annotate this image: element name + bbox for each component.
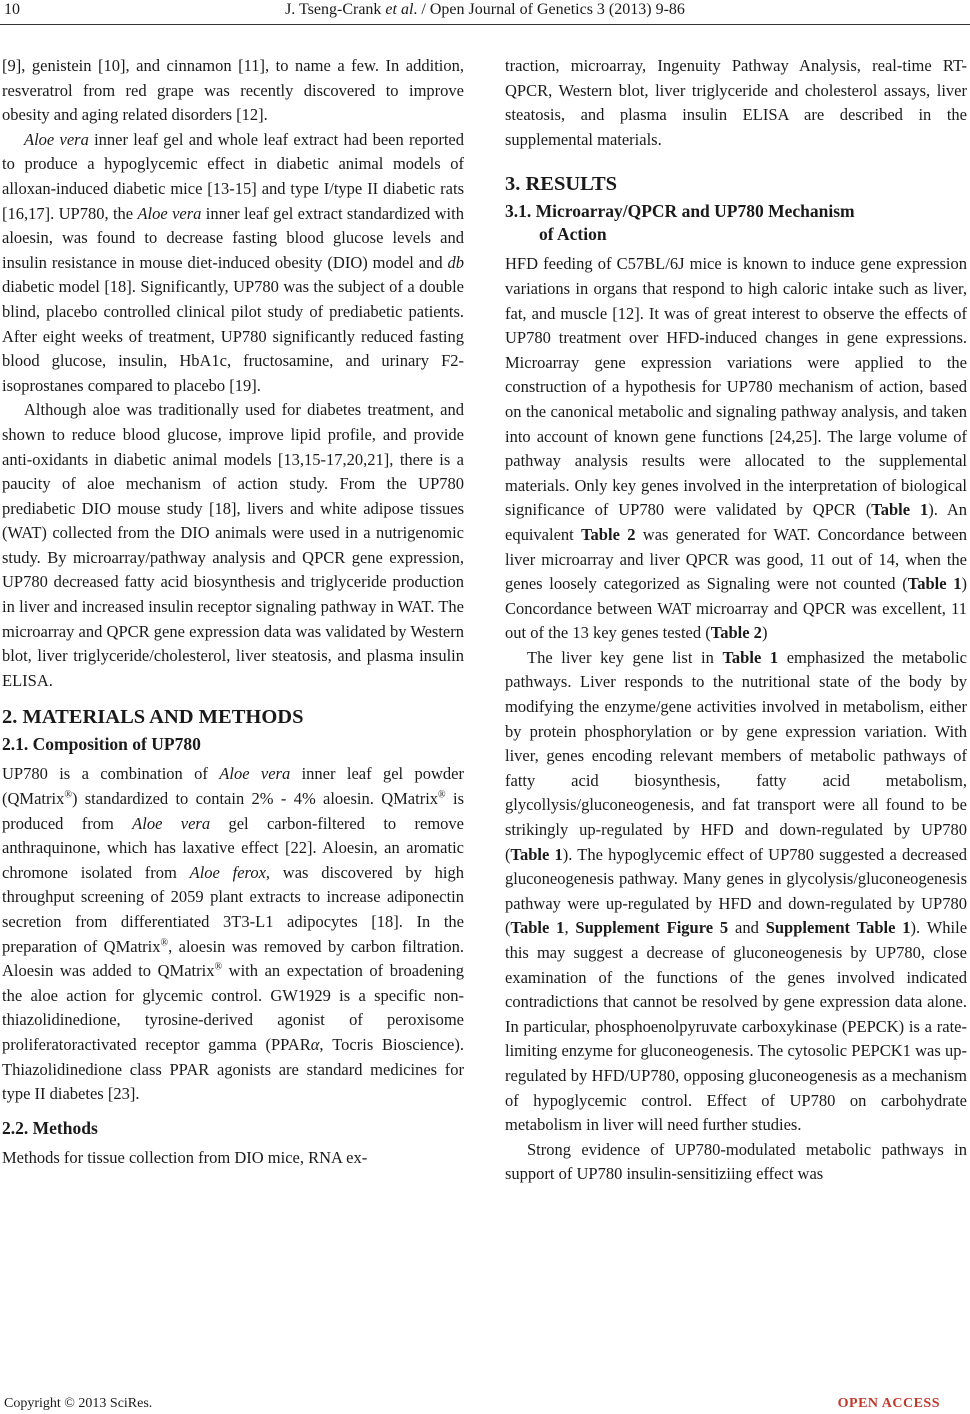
text-run: ) standardized to contain 2% - 4% aloesin. QMatrix [71, 789, 439, 809]
text-run: gel carbon-filtered to remove anthraquinone, which has laxative effect [22]. Aloesin, an aromatic chromone isolated from [2, 813, 464, 882]
open-access-label: OPEN ACCESS [837, 1396, 940, 1411]
model-name: db [447, 252, 464, 272]
registered-mark: ® [160, 937, 169, 949]
greek-letter: α [310, 1034, 320, 1054]
text-run: ). An equivalent [505, 500, 968, 544]
running-head-etal: et al [385, 1, 414, 18]
paragraph: Methods for tissue collection from DIO mice, RNA ex- [2, 1147, 368, 1167]
species-name: Aloe vera [137, 203, 202, 223]
text-run: HFD feeding of C57BL/6J mice is known to induce gene expression variations in organs that respond to high caloric intake such as liver, fat, and muscle [12]. It was of great interest to observe the effects of UP780 treatment over HFD-induced changes in gene expressions. Microarray gene expression variations were applied to the construction of a hypothesis for UP780 mechanism of action, based on the canonical metabolic and signaling pathway analysis, and taken into account of known gene functions [24,25]. The large volume of pathway analysis results were allocated to the supplemental materials. Only key genes involved in the interpretation of biological significance of UP780 were validated by QPCR ( [505, 254, 967, 520]
registered-mark: ® [64, 789, 72, 801]
registered-mark: ® [214, 961, 223, 973]
species-name: Aloe ferox, [189, 862, 271, 882]
running-head [0, 1, 970, 19]
text-run: ). While this may suggest a decrease of gluconeogenesis by UP780, close examination of the functions of the genes involved indicated contradictions that cannot be resolved by gene expression data alone. In particular, phosphoenolpyruvate carboxykinase (PEPCK) is a rate-limiting enzyme for gluconeogenesis. The cytosolic PEPCK1 was up-regulated by HFD/UP780, opposing gluconeogenesis as a mechanism of hypoglycemic control. Effect of UP780 on carbohydrate metabolism in liver will need further studies. [505, 918, 968, 1135]
paragraph [505, 646, 967, 1138]
text-run: ) Concordance between WAT microarray and QPCR was excellent, 11 out of the 13 key genes tested ( [505, 574, 967, 643]
text-run: and [728, 918, 766, 938]
table-reference: Table 2 [710, 623, 762, 643]
text-run: with an expectation of broadening the aloe action for glycemic control. GW1929 is a specific non-thiazolidinedione, tyrosine-derived agonist of peroxisome proliferatoractivated receptor gamma (PPAR [2, 961, 464, 1054]
paragraph [2, 128, 464, 399]
table-reference: Table 1 [510, 918, 565, 938]
text-run: , aloesin was removed by carbon filtration. Aloesin was added to QMatrix [2, 936, 464, 981]
table-reference: Table 1 [871, 500, 929, 520]
text-run: inner leaf gel and whole leaf extract had been reported to produce a hypoglycemic effect in diabetic animal models of alloxan-induced diabetic mice [13-15] and type I/type II diabetic rats [16,17]. UP780, the [2, 129, 464, 223]
registered-mark: ® [438, 789, 446, 801]
text-run: The liver key gene list in [527, 647, 723, 667]
text-run: UP780 is a combination of [2, 764, 220, 784]
text-run: was discovered by high throughput screening of 2059 plant extracts to increase adiponectin secretion from differentiated 3T3-L1 adipocytes [18]. In the preparation of QMatrix [2, 862, 464, 956]
text-run: emphasized the metabolic pathways. Liver responds to the nutritional state of the body by modifying the enzyme/gene activities involved in metabolism, either by protein phosphorylation or by gene expression variation. With liver, genes encoding relevant members of metabolic pathways of fatty acid biosynthesis, fatty acid metabolism, glycollysis/gluconeogenesis, and fat transport were all found to be strikingly up-regulated by HFD and down-regulated by UP780 ( [505, 647, 967, 864]
table-reference: Supplement Table 1 [765, 918, 911, 938]
text-run: diabetic model [18]. Significantly, UP780 was the subject of a double blind, placebo controlled clinical pilot study of prediabetic patients. After eight weeks of treatment, UP780 significantly reduced fasting blood glucose, insulin, HbA1c, fructosamine, and urinary F2-isoprostanes compared to placebo [19]. [2, 277, 464, 395]
species-name: Aloe vera [132, 813, 211, 833]
section-heading: 2. MATERIALS AND METHODS [2, 706, 304, 729]
subsection-heading [505, 200, 967, 246]
text-run: ) [761, 623, 768, 643]
running-head-journal: . / Open Journal of Genetics 3 (2013) 9-86 [413, 1, 685, 18]
left-column [2, 54, 464, 1170]
heading-line: 3.1. Microarray/QPCR and UP780 Mechanism [505, 201, 855, 222]
text-run: is produced from [2, 789, 464, 833]
paragraph: Although aloe was traditionally used for diabetes treatment, and shown to reduce blood glucose, improve lipid profile, and provide anti-oxidants in diabetic animal models [13,15-17,20,21], there is a paucity of aloe mechanism of action study. From the UP780 prediabetic DIO mouse study [18], livers and white adipose tissues (WAT) collected from the DIO animals were used in a nutrigenomic study. By microarray/pathway analysis and QPCR gene expression, UP780 decreased fatty acid biosynthesis and triglyceride production in liver and increased insulin receptor signaling pathway in WAT. The microarray and QPCR gene expression data was validated by Western blot, liver triglyceride/cholesterol, liver steatosis, and plasma insulin ELISA. [2, 400, 464, 690]
section-heading: 3. RESULTS [505, 173, 618, 196]
paragraph: Strong evidence of UP780-modulated metabolic pathways in support of UP780 insulin-sensitiziing effect was [505, 1139, 967, 1184]
paragraph [505, 252, 967, 646]
page-number: 10 [4, 1, 20, 18]
paragraph: [9], genistein [10], and cinnamon [11], to name a few. In addition, resveratrol from red grape was recently discovered to improve obesity and aging related disorders [12]. [2, 56, 464, 125]
figure-reference: Supplement Figure 5 [575, 918, 729, 938]
right-column [505, 54, 967, 1187]
paragraph: traction, microarray, Ingenuity Pathway Analysis, real-time RT-QPCR, Western blot, liver triglyceride and cholesterol assays, liver steatosis, and plasma insulin ELISA are described in the supplemental materials. [505, 56, 967, 149]
subsection-heading: 2.1. Composition of UP780 [2, 734, 201, 755]
text-run: , Tocris Bioscience). Thiazolidinedione class PPAR agonists are standard medicines for type II diabetes [23]. [2, 1034, 464, 1104]
running-head-author: J. Tseng-Crank [285, 1, 386, 18]
copyright-notice: Copyright © 2013 SciRes. [4, 1396, 153, 1411]
header-rule [0, 24, 970, 25]
paragraph [2, 762, 464, 1106]
table-reference: Table 1 [722, 647, 779, 667]
table-reference: Table 1 [907, 574, 962, 594]
species-name: Aloe vera [219, 764, 291, 784]
page-header [0, 0, 970, 30]
text-run: inner leaf gel powder (QMatrix [2, 764, 464, 809]
species-name: Aloe vera [24, 129, 89, 149]
table-reference: Table 1 [510, 844, 563, 864]
text-run: was generated for WAT. Concordance between liver microarray and liver QPCR was good, 11 out of 14, when the genes loosely categorized as Signaling were not counted ( [505, 524, 967, 594]
text-run: ). The hypoglycemic effect of UP780 suggested a decreased gluconeogenesis pathway. Many genes in glycolysis/gluconeogenesis pathway were up-regulated by HFD and down-regulated by UP780 ( [505, 844, 967, 938]
heading-line: of Action [539, 224, 607, 245]
text-run: , [564, 918, 576, 938]
subsection-heading: 2.2. Methods [2, 1117, 98, 1138]
table-reference: Table 2 [581, 524, 636, 544]
text-run: inner leaf gel extract standardized with aloesin, was found to decrease fasting blood glucose levels and insulin resistance in mouse diet-induced obesity (DIO) model and [2, 203, 464, 272]
